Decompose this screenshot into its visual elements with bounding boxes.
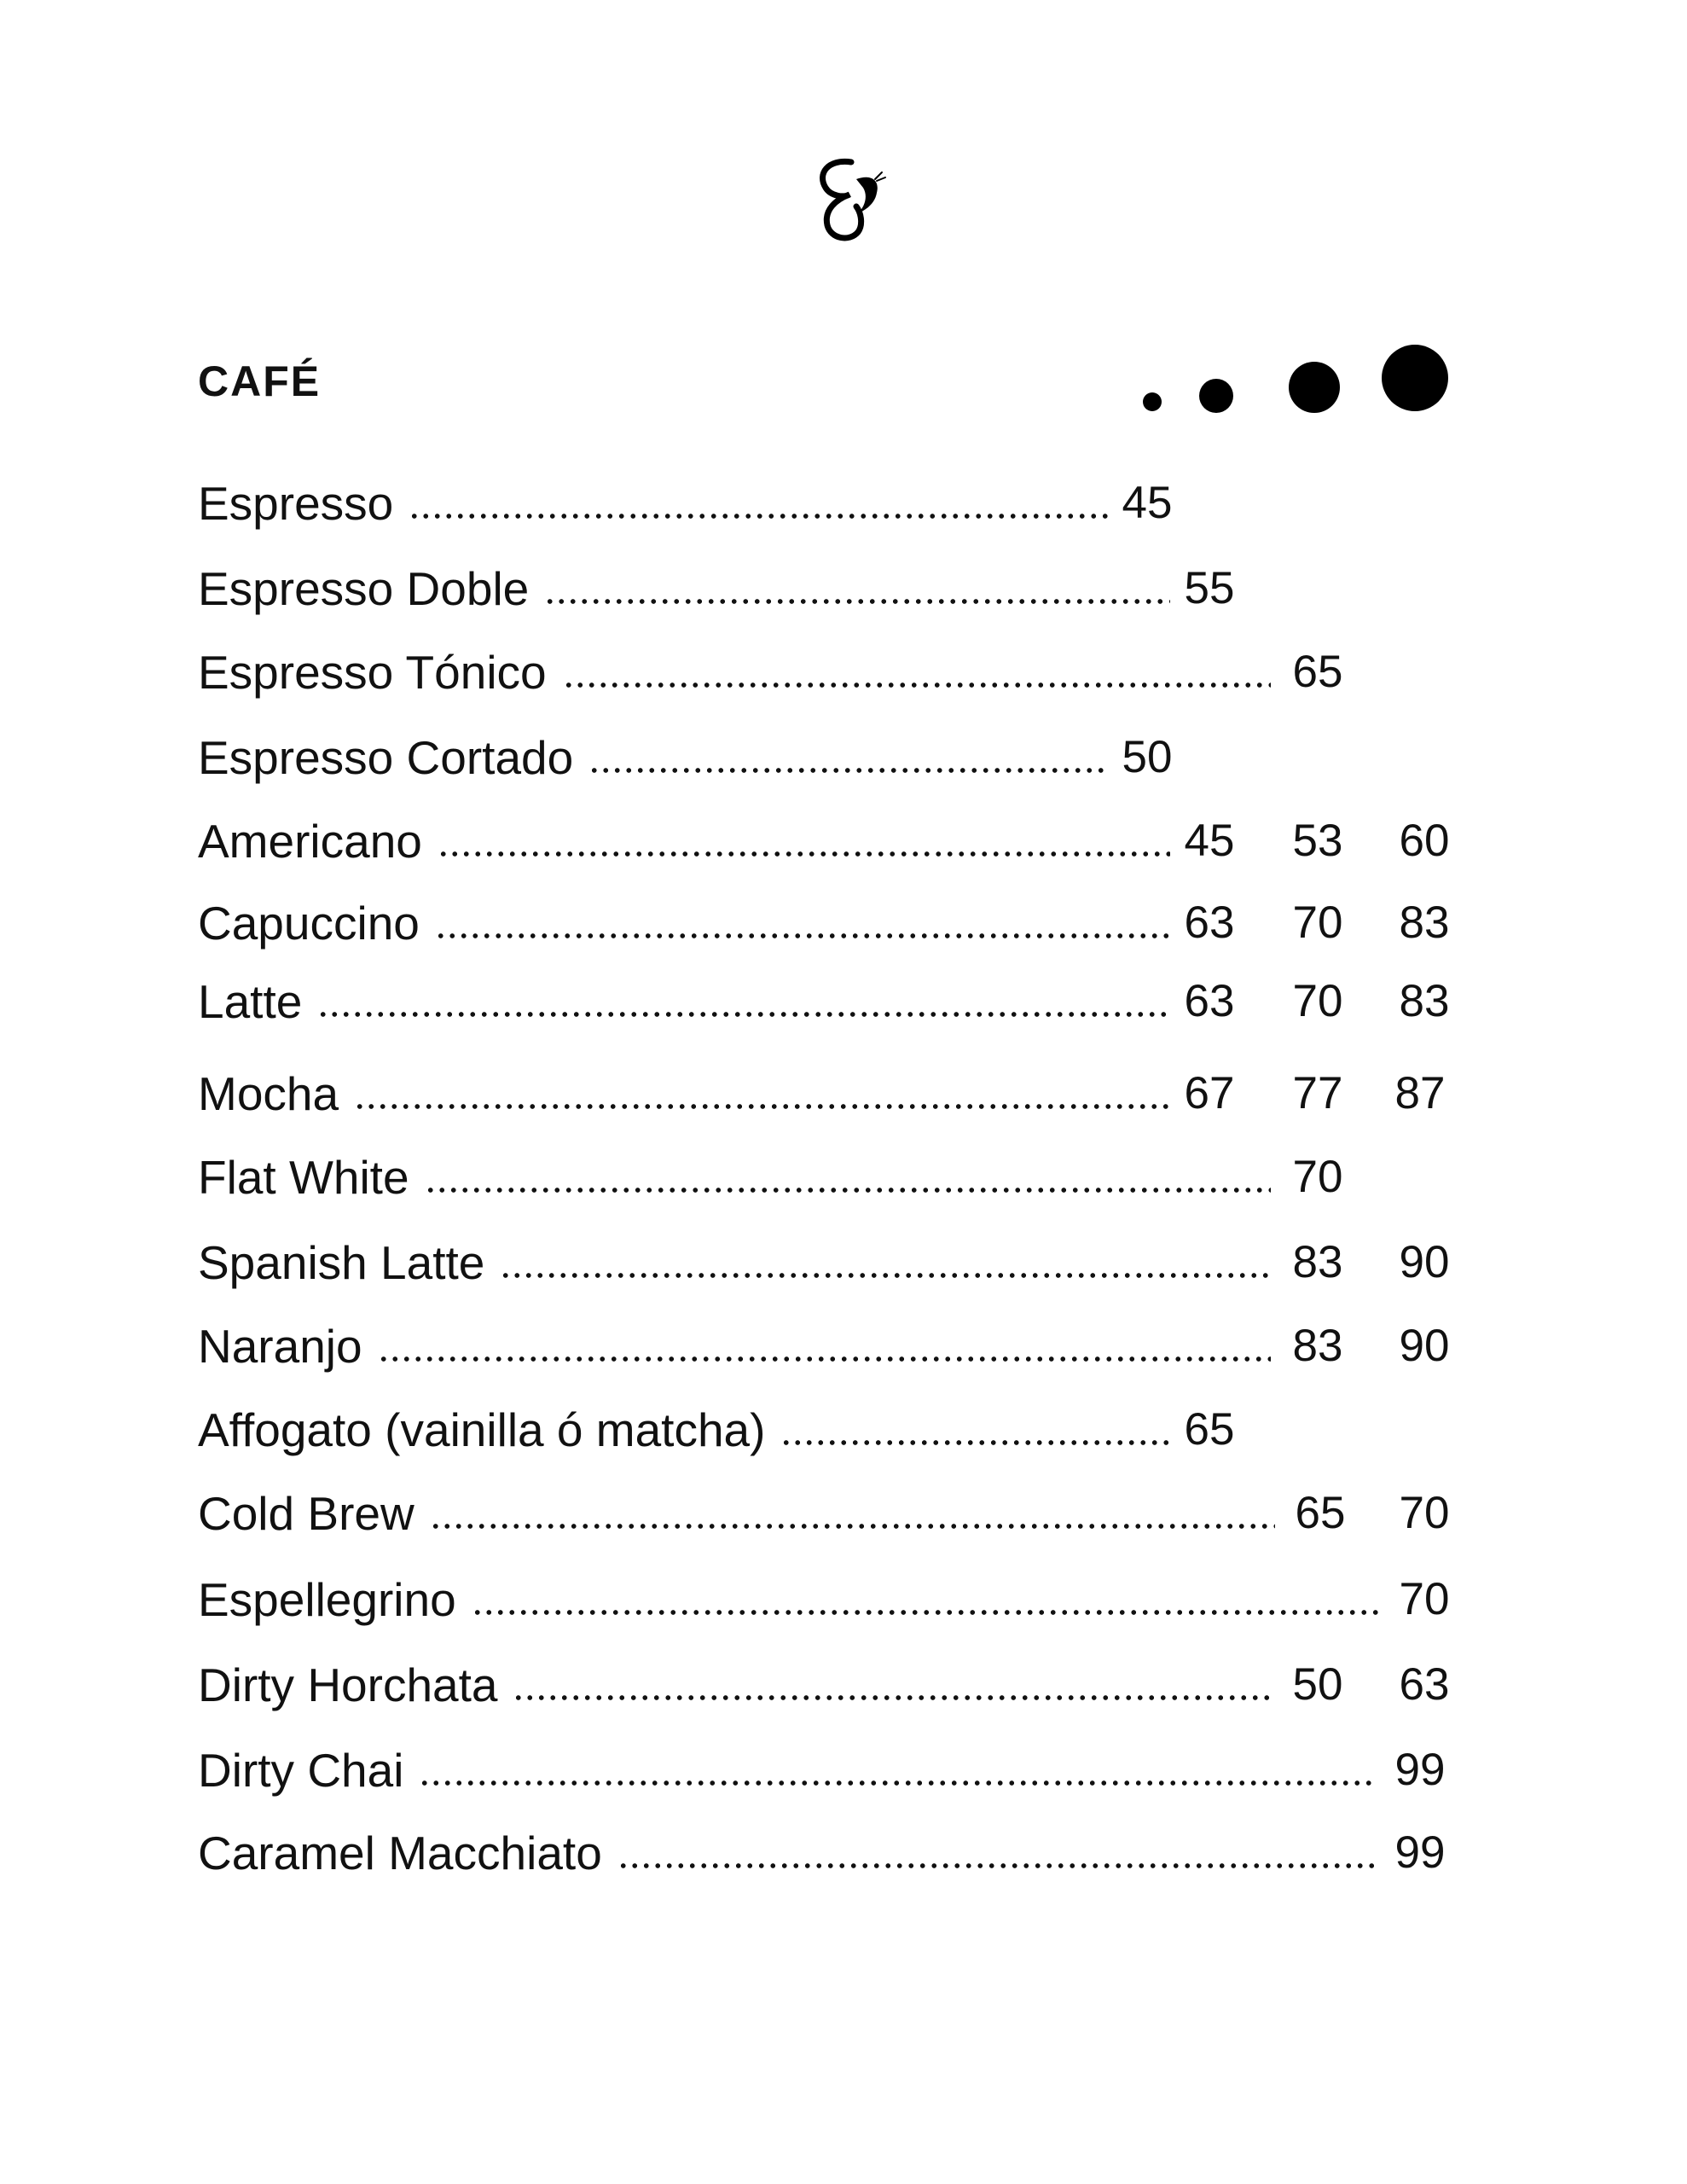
item-name: Dirty Chai [198,1744,404,1797]
item-name: Dirty Horchata [198,1658,498,1711]
item-price: 77 [1292,1068,1343,1118]
item-price: 63 [1184,976,1235,1026]
butterfly-monogram-icon [802,154,904,256]
item-price: 50 [1122,732,1173,782]
item-price: 70 [1399,1574,1450,1624]
item-name: Spanish Latte [198,1236,485,1289]
item-price: 63 [1399,1659,1450,1710]
item-name: Espellegrino [198,1573,456,1626]
item-price: 87 [1394,1068,1446,1118]
menu-item [198,1819,1477,1887]
item-price: 65 [1292,647,1343,697]
dot-leader [317,1012,1170,1017]
item-name: Flat White [198,1151,409,1204]
item-price: 83 [1399,897,1450,948]
dot-leader [354,1104,1170,1109]
menu-item [198,889,1477,957]
menu-item [198,1565,1477,1634]
item-price: 70 [1399,1488,1450,1538]
item-price: 55 [1184,563,1235,613]
menu-item [198,1479,1477,1548]
item-price: 65 [1295,1488,1346,1538]
size-xlarge-dot-icon [1382,345,1448,411]
dot-leader [617,1863,1377,1868]
menu-item [198,638,1477,706]
dot-leader [563,682,1271,688]
menu-item [198,1312,1477,1380]
item-price: 99 [1394,1745,1446,1795]
item-name: Espresso Tónico [198,646,547,699]
item-name: Espresso Doble [198,562,530,615]
dot-leader [419,1780,1377,1786]
item-name: Espresso [198,477,394,530]
dot-leader [435,933,1170,938]
item-name: Latte [198,975,303,1028]
section-title: CAFÉ [198,357,322,405]
size-large-dot-icon [1289,362,1340,413]
item-price: 45 [1184,816,1235,866]
item-name: Espresso Cortado [198,731,574,784]
dot-leader [513,1695,1271,1700]
dot-leader [378,1356,1271,1362]
dot-leader [588,768,1109,773]
dot-leader [500,1273,1271,1278]
menu-item [198,555,1477,623]
item-price: 70 [1292,1152,1343,1202]
menu-item [198,469,1477,537]
menu-item [198,1396,1477,1464]
size-medium-dot-icon [1199,379,1233,413]
dot-leader [430,1524,1275,1529]
menu-item [198,1143,1477,1211]
size-small-dot-icon [1143,392,1162,411]
dot-leader [472,1610,1382,1615]
item-name: Naranjo [198,1320,362,1373]
menu-item [198,1651,1477,1719]
menu-item [198,1736,1477,1804]
item-price: 99 [1394,1827,1446,1878]
dot-leader [425,1188,1271,1193]
dot-leader [409,514,1109,519]
item-price: 63 [1184,897,1235,948]
item-price: 70 [1292,976,1343,1026]
item-price: 83 [1292,1237,1343,1287]
item-price: 50 [1292,1659,1343,1710]
item-name: Cold Brew [198,1487,415,1540]
item-price: 45 [1122,478,1173,528]
item-price: 70 [1292,897,1343,948]
item-name: Mocha [198,1067,339,1120]
dot-leader [544,599,1170,604]
menu-item [198,967,1477,1036]
dot-leader [780,1440,1173,1445]
item-name: Caramel Macchiato [198,1827,602,1879]
menu-item [198,1228,1477,1297]
item-name: Capuccino [198,897,420,950]
item-price: 83 [1292,1321,1343,1371]
item-price: 90 [1399,1321,1450,1371]
item-price: 60 [1399,816,1450,866]
item-name: Americano [198,815,422,868]
item-price: 67 [1184,1068,1235,1118]
item-price: 90 [1399,1237,1450,1287]
item-price: 53 [1292,816,1343,866]
menu-item [198,807,1477,875]
dot-leader [438,851,1170,857]
item-price: 65 [1184,1404,1235,1455]
item-name: Affogato (vainilla ó matcha) [198,1403,766,1456]
menu-item [198,723,1477,792]
item-price: 83 [1399,976,1450,1026]
menu-item [198,1060,1477,1128]
